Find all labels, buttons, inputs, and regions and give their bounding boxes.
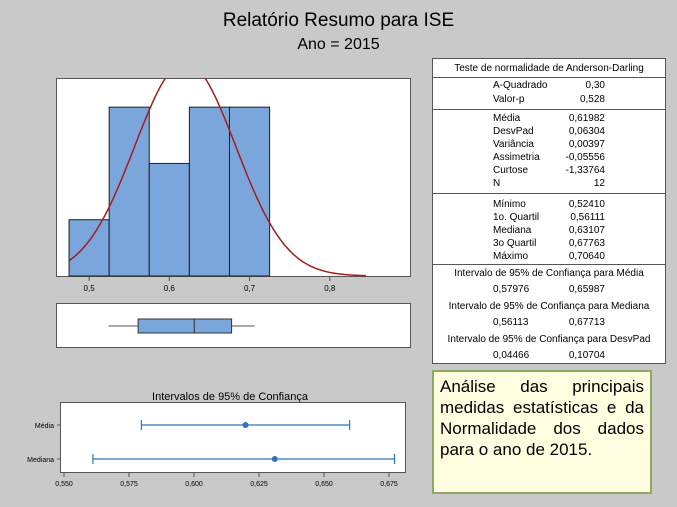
ci-frame <box>61 403 406 473</box>
analysis-note: Análise das principais medidas estatísticas e da Normalidade dos dados para o ano de 2015. <box>432 370 652 494</box>
n-value: 12 <box>593 178 605 189</box>
skewness-value: -0,05556 <box>565 152 605 163</box>
ci-stdev-header: Intervalo de 95% de Confiança para DesvPad <box>447 334 651 345</box>
boxplot-chart <box>56 303 420 349</box>
histogram-bar <box>229 107 269 276</box>
stdev-label: DesvPad <box>493 126 534 137</box>
ci-tick-label: 0,600 <box>185 481 203 488</box>
ci-tick-label: 0,550 <box>55 481 73 488</box>
ci-stdev-high: 0,10704 <box>568 350 605 361</box>
mean-value: 0,61982 <box>568 113 605 124</box>
ci-tick-label: 0,625 <box>250 481 268 488</box>
histogram-tick-label: 0,8 <box>324 284 336 293</box>
a-squared-label: A-Quadrado <box>493 80 548 91</box>
pvalue-value: 0,528 <box>579 94 605 105</box>
ci-category-label: Mediana <box>27 457 54 464</box>
ci-tick-label: 0,675 <box>380 481 398 488</box>
min-label: Mínimo <box>493 199 526 210</box>
ci-chart-title: Intervalos de 95% de Confiança <box>152 391 308 403</box>
ci-mean-header: Intervalo de 95% de Confiança para Média <box>454 268 644 279</box>
report-subtitle: Ano = 2015 <box>297 36 380 53</box>
kurtosis-value: -1,33764 <box>565 165 605 176</box>
histogram-bar <box>109 107 149 276</box>
q1-value: 0,56111 <box>570 212 605 223</box>
pvalue-label: Valor-p <box>493 94 525 105</box>
histogram-tick-label: 0,7 <box>243 284 256 293</box>
variance-value: 0,00397 <box>568 139 605 150</box>
ci-point <box>243 422 249 428</box>
kurtosis-label: Curtose <box>493 165 529 176</box>
report-title: Relatório Resumo para ISE <box>222 10 455 31</box>
q3-label: 3o Quartil <box>493 238 537 249</box>
max-label: Máximo <box>493 251 529 262</box>
ci-mean-low: 0,57976 <box>493 284 530 295</box>
ci-category-label: Média <box>34 423 54 430</box>
max-value: 0,70640 <box>568 251 605 262</box>
histogram-bar <box>69 220 109 276</box>
median-value: 0,63107 <box>568 225 605 236</box>
histogram-bar <box>149 163 189 276</box>
ci-mean-high: 0,65987 <box>568 284 605 295</box>
ci-tick-label: 0,650 <box>315 481 333 488</box>
q3-value: 0,67763 <box>568 238 605 249</box>
ci-stdev-low: 0,04466 <box>493 350 530 361</box>
ad-test-header: Teste de normalidade de Anderson-Darling <box>454 63 644 74</box>
variance-label: Variância <box>493 139 534 150</box>
ci-median-high: 0,67713 <box>568 317 605 328</box>
a-squared-value: 0,30 <box>585 80 605 91</box>
ci-chart <box>8 402 408 498</box>
histogram-bar <box>189 107 229 276</box>
ci-point <box>272 456 278 462</box>
histogram-tick-label: 0,5 <box>83 284 95 293</box>
stdev-value: 0,06304 <box>568 126 605 137</box>
histogram-tick-label: 0,6 <box>163 284 175 293</box>
q1-label: 1o. Quartil <box>493 212 540 223</box>
boxplot-box <box>138 319 231 333</box>
skewness-label: Assimetria <box>493 152 540 163</box>
n-label: N <box>493 178 501 189</box>
statistics-table <box>432 58 666 364</box>
mean-label: Média <box>493 113 521 124</box>
min-value: 0,52410 <box>568 199 605 210</box>
histogram-chart <box>56 78 420 293</box>
ci-median-low: 0,56113 <box>493 317 529 328</box>
ci-tick-label: 0,575 <box>120 481 138 488</box>
ci-median-header: Intervalo de 95% de Confiança para Mediana <box>448 301 650 312</box>
median-label: Mediana <box>493 225 532 236</box>
